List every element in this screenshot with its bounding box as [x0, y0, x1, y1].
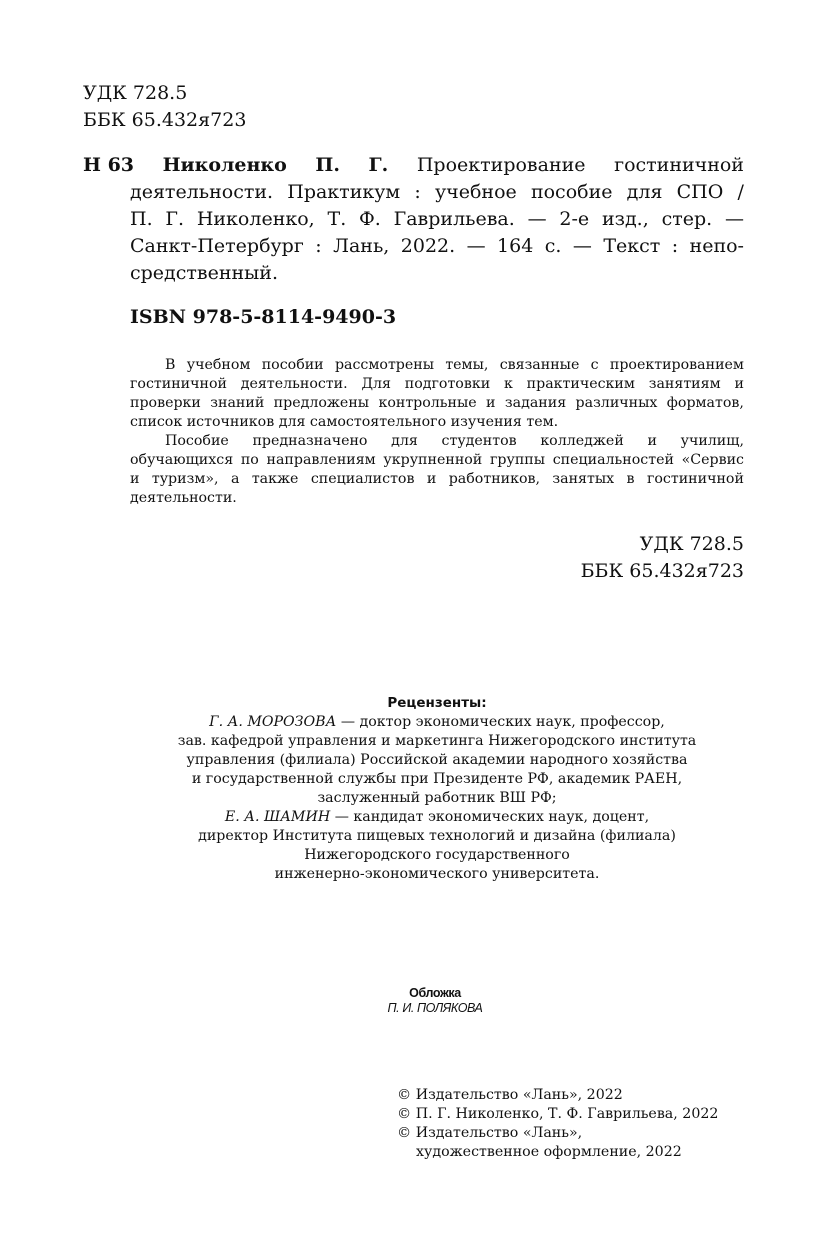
word: для: [391, 433, 418, 449]
word: обучающихся: [130, 452, 234, 468]
author-mark: Н 63: [83, 154, 135, 176]
abstract-p1-line-2: [130, 375, 744, 394]
cover-credit: [330, 986, 540, 1016]
word: с.: [544, 235, 562, 257]
word: а: [230, 471, 240, 487]
word: «Сервис: [681, 452, 744, 468]
abstract-p1-line-3: [130, 394, 744, 413]
cover-designer: П. И. ПОЛЯКОВА: [387, 1001, 483, 1015]
biblio-line-2: [83, 179, 744, 206]
word: и: [647, 433, 657, 449]
reviewer-1-line-1: [130, 713, 744, 732]
word: —: [724, 208, 744, 230]
word: пособии: [261, 357, 324, 373]
word: деятельности.: [130, 181, 274, 203]
word: к: [503, 376, 513, 392]
word: Пособие: [165, 433, 229, 449]
word: Гаврильева.: [393, 208, 515, 230]
reviewer-2-line-4: инженерно-экономического университета.: [274, 866, 600, 882]
bibliographic-record: [83, 152, 744, 287]
reviewer-2-line-3: Нижегородского государственного: [304, 847, 570, 863]
bbk-code-footer: ББК 65.432я723: [580, 560, 744, 582]
reviewer-2-line-2: директор Института пищевых технологий и дизайна (филиала): [198, 828, 676, 844]
word: занятиям: [648, 376, 721, 392]
word: туризм»,: [151, 471, 219, 487]
reviewer-1-line-3: управления (филиала) Российской академии народного хозяйства: [186, 752, 688, 768]
copyright-line-2: © П. Г. Николенко, Т. Ф. Гаврильева, 2022: [397, 1106, 719, 1122]
word: стер.: [661, 208, 713, 230]
word: специальностей: [552, 452, 674, 468]
word: темы,: [445, 357, 489, 373]
word: направлениям: [266, 452, 376, 468]
word: в: [626, 471, 635, 487]
word: различных: [575, 395, 658, 411]
word: работников,: [448, 471, 541, 487]
word: 2022.: [400, 235, 456, 257]
word: учебное: [434, 181, 517, 203]
reviewer-1-line-2: зав. кафедрой управления и маркетинга Нижегородского института: [177, 733, 697, 749]
word: 164: [497, 235, 534, 257]
word: с: [590, 357, 599, 373]
title-word-1: Проектирование: [416, 154, 586, 176]
word: и: [486, 395, 496, 411]
word: студентов: [441, 433, 517, 449]
word: П.: [130, 208, 153, 230]
word: и: [734, 376, 744, 392]
word: Т.: [327, 208, 347, 230]
word: Санкт-Петербург: [130, 235, 304, 257]
udk-code: УДК 728.5: [83, 82, 188, 104]
biblio-line-5: средственный.: [130, 262, 278, 284]
reviewer-2-line-1: [130, 808, 744, 827]
classification-footer: [581, 531, 744, 585]
abstract-p1-line-1: [130, 356, 744, 375]
word: Ф.: [359, 208, 381, 230]
word: укрупненной: [383, 452, 483, 468]
word: Г.: [165, 208, 185, 230]
word: —: [527, 208, 547, 230]
word: также: [251, 471, 299, 487]
reviewer-2-title: — кандидат экономических наук, доцент,: [330, 809, 650, 825]
word: для: [626, 181, 663, 203]
abstract-p2-line-1: [130, 432, 744, 451]
biblio-line-4: [83, 233, 744, 260]
word: связанные: [499, 357, 580, 373]
word: гостиничной: [130, 376, 227, 392]
reviewer-2-name: Е. А. ШАМИН: [224, 809, 331, 825]
word: непо-: [689, 235, 744, 257]
word: Практикум: [287, 181, 401, 203]
reviewer-1-name: Г. А. МОРОЗОВА: [209, 714, 337, 730]
author-name-part-3: Г.: [368, 154, 389, 176]
word: задания: [504, 395, 567, 411]
udk-code-footer: УДК 728.5: [639, 533, 744, 555]
reviewer-1-line-4: и государственной службы при Президенте РФ, академик РАЕН,: [191, 771, 683, 787]
word: деятельности.: [240, 376, 348, 392]
word: 2-е: [559, 208, 590, 230]
word: специалистов: [310, 471, 415, 487]
word: училищ,: [680, 433, 744, 449]
word: и: [426, 471, 437, 487]
word: группы: [489, 452, 546, 468]
copyright-block: [397, 1086, 718, 1162]
word: учебном: [186, 357, 251, 373]
word: предназначено: [252, 433, 368, 449]
biblio-line-1: [83, 152, 744, 179]
copyright-line-3: © Издательство «Лань»,: [397, 1125, 583, 1141]
word: рассмотрены: [334, 357, 435, 373]
classification-header: [83, 80, 246, 134]
reviewer-1-title: — доктор экономических наук, профессор,: [336, 714, 665, 730]
word: :: [315, 235, 322, 257]
reviewers-heading: Рецензенты:: [387, 695, 487, 711]
word: проектированием: [609, 357, 744, 373]
word: Николенко,: [196, 208, 315, 230]
word: Лань,: [333, 235, 390, 257]
word: знаний: [210, 395, 265, 411]
word: и: [130, 471, 140, 487]
word: —: [466, 235, 486, 257]
word: В: [165, 357, 176, 373]
word: практическим: [526, 376, 635, 392]
cover-label: Обложка: [409, 986, 461, 1000]
isbn: ISBN 978-5-8114-9490-3: [130, 306, 397, 328]
biblio-line-3: [83, 206, 744, 233]
abstract-p2-line-3: [130, 470, 744, 489]
abstract-p2-line-4: деятельности.: [130, 490, 237, 506]
abstract-p2-line-2: [130, 451, 744, 470]
word: колледжей: [540, 433, 624, 449]
word: :: [414, 181, 421, 203]
author-name-part-1: Николенко: [162, 154, 287, 176]
word: предложены: [273, 395, 370, 411]
word: по: [240, 452, 259, 468]
bbk-code: ББК 65.432я723: [83, 109, 247, 131]
word: проверки: [130, 395, 201, 411]
word: контрольные: [378, 395, 477, 411]
word: Для: [361, 376, 391, 392]
author-name-part-2: П.: [315, 154, 340, 176]
abstract-p1-line-4: список источников для самостоятельного изучения тем.: [130, 414, 559, 430]
word: —: [572, 235, 592, 257]
word: гостиничной: [646, 471, 744, 487]
word: /: [737, 181, 744, 203]
copyright-line-1: © Издательство «Лань», 2022: [397, 1087, 623, 1103]
word: Текст: [603, 235, 661, 257]
abstract: [130, 356, 744, 508]
word: изд.,: [601, 208, 649, 230]
reviewer-1-line-5: заслуженный работник ВШ РФ;: [317, 790, 557, 806]
word: СПО: [676, 181, 724, 203]
word: занятых: [552, 471, 615, 487]
word: пособие: [530, 181, 613, 203]
word: :: [671, 235, 679, 257]
reviewers-block: [130, 694, 744, 884]
copyright-line-4: художественное оформление, 2022: [416, 1144, 682, 1160]
word: подготовки: [404, 376, 491, 392]
title-word-2: гостиничной: [614, 154, 744, 176]
word: форматов,: [666, 395, 744, 411]
